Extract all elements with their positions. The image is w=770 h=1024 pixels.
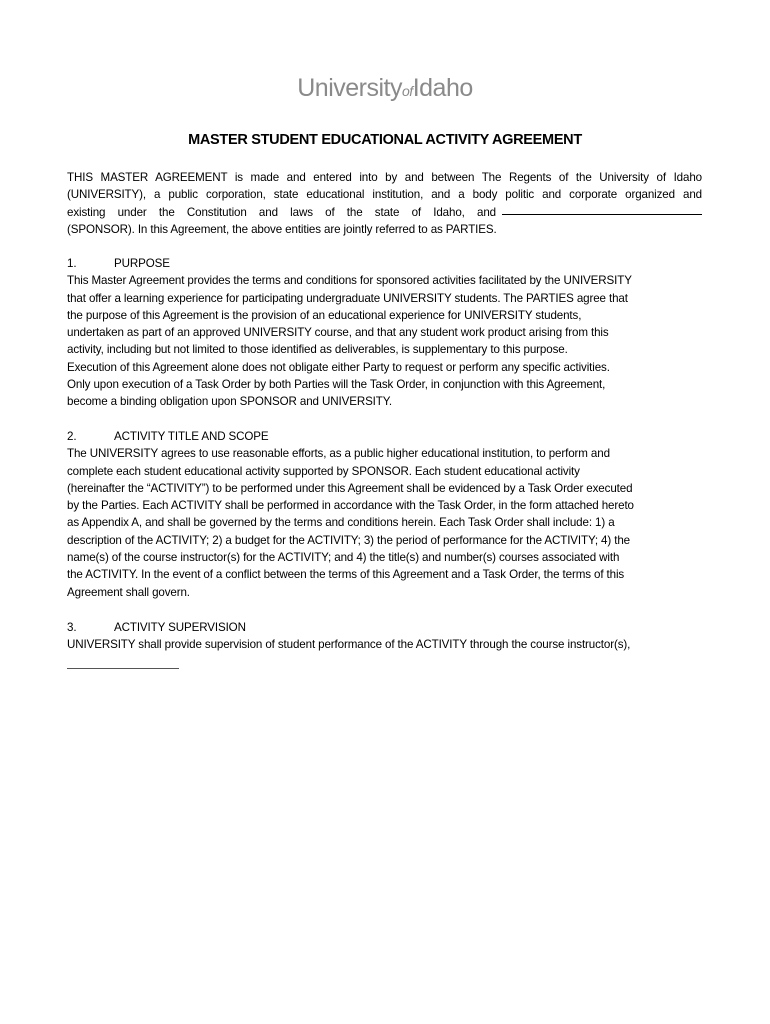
- text-line: THIS MASTER AGREEMENT is made and entered into by and between The Regents of the University of Idaho: [67, 171, 702, 184]
- section-heading: [67, 619, 702, 636]
- text-line: Agreement shall govern.: [67, 585, 190, 599]
- logo-text: Idaho: [412, 74, 473, 102]
- intro-paragraph: [67, 169, 702, 238]
- sponsor-blank-field[interactable]: [502, 204, 702, 215]
- text-line: (UNIVERSITY), a public corporation, state educational institution, and a body politic and corporate organized and: [67, 188, 702, 202]
- section-activity-supervision: [67, 619, 702, 654]
- section-number: 3.: [67, 621, 77, 634]
- text-line: (SPONSOR). In this Agreement, the above entities are jointly referred to as PARTIES.: [67, 222, 497, 236]
- section-title: PURPOSE: [114, 257, 170, 270]
- section-number: 1.: [67, 257, 77, 270]
- section-heading: [67, 255, 702, 272]
- text-line: (hereinafter the “ACTIVITY”) to be performed under this Agreement shall be evidenced by a Task Order executed: [67, 481, 633, 495]
- text-line: undertaken as part of an approved UNIVERSITY course, and that any student work product arising from this: [67, 326, 609, 340]
- section-title: ACTIVITY SUPERVISION: [114, 621, 246, 634]
- text-line: Only upon execution of a Task Order by both Parties will the Task Order, in conjunction with this Agreement,: [67, 378, 606, 392]
- section-heading: [67, 428, 702, 445]
- text-line: complete each student educational activity supported by SPONSOR. Each student educational activity: [67, 464, 580, 478]
- university-logo: [0, 74, 770, 103]
- text-line: description of the ACTIVITY; 2) a budget for the ACTIVITY; 3) the period of performance for the ACTIVITY; 4) the: [67, 533, 630, 547]
- instructor-blank-field[interactable]: [67, 668, 179, 669]
- text-line: Execution of this Agreement alone does not obligate either Party to request or perform any specific activities.: [67, 360, 610, 374]
- text-line: by the Parties. Each ACTIVITY shall be performed in accordance with the Task Order, in the form attached hereto: [67, 499, 634, 513]
- section-title: ACTIVITY TITLE AND SCOPE: [114, 430, 269, 443]
- section-number: 2.: [67, 430, 77, 443]
- text-line: become a binding obligation upon SPONSOR and UNIVERSITY.: [67, 395, 392, 409]
- text-line: that offer a learning experience for participating undergraduate UNIVERSITY students. The PARTIES agree that: [67, 291, 628, 305]
- text-line: UNIVERSITY shall provide supervision of student performance of the ACTIVITY through the course instructor(s),: [67, 638, 631, 652]
- section-activity-title-scope: [67, 428, 702, 601]
- text-line: name(s) of the course instructor(s) for the ACTIVITY; and 4) the title(s) and number(s) courses associated with: [67, 551, 620, 565]
- text-line: [67, 204, 702, 221]
- text-line: the ACTIVITY. In the event of a conflict between the terms of this Agreement and a Task Order, the terms of this: [67, 568, 625, 582]
- logo-text: of: [402, 83, 413, 99]
- text-line: the purpose of this Agreement is the provision of an educational experience for UNIVERSITY students,: [67, 308, 582, 322]
- document-title: MASTER STUDENT EDUCATIONAL ACTIVITY AGREEMENT: [188, 132, 582, 148]
- logo-text: University: [297, 74, 402, 102]
- text-line: as Appendix A, and shall be governed by the terms and conditions herein. Each Task Order shall include: 1) a: [67, 516, 615, 530]
- section-purpose: [67, 255, 702, 411]
- text-line: activity, including but not limited to those identified as deliverables, is supplementary to this purpose.: [67, 343, 568, 357]
- text-line: This Master Agreement provides the terms and conditions for sponsored activities facilitated by the UNIVERSITY: [67, 274, 632, 288]
- text-span: existing under the Constitution and laws of the state of Idaho, and: [67, 205, 496, 219]
- text-line: The UNIVERSITY agrees to use reasonable efforts, as a public higher educational institution, to perform and: [67, 447, 610, 461]
